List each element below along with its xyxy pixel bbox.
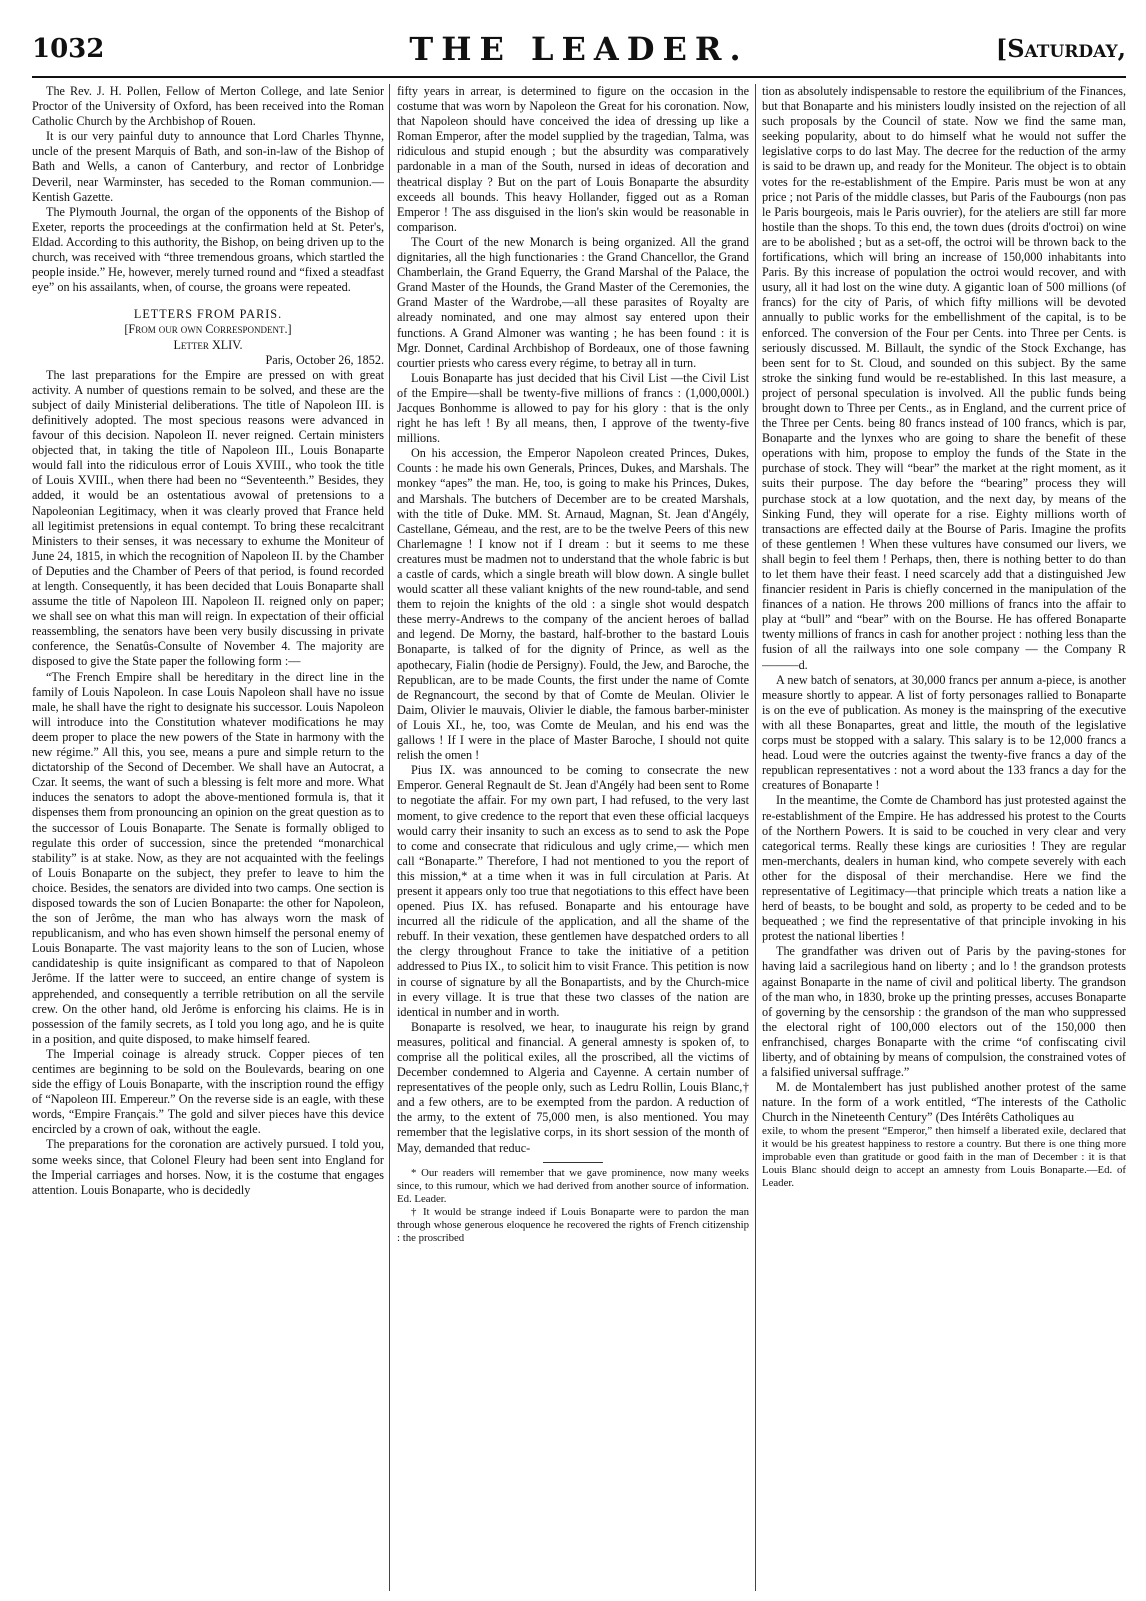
footnote: * Our readers will remember that we gave prominence, now many weeks since, to this rumour, which we had derived from another source of information. Ed. Leader. <box>397 1166 749 1205</box>
letter-number: Letter XLIV. <box>173 337 243 352</box>
paragraph: The Plymouth Journal, the organ of the opponents of the Bishop of Exeter, reports the proceedings at the confirmation held at St. Peter's, Eldad. According to this authority, the Bishop, on being driven up to the church, was received with “three tremendous groans, which startled the people inside.” He, however, merely turned round and “fixed a steadfast eye” on his assailants, when, of course, the groans were repeated. <box>32 204 384 295</box>
page-day: [Saturday, <box>995 34 1126 63</box>
column-3 <box>762 84 1126 1591</box>
paragraph: M. de Montalembert has just published another protest of the same nature. In the form of a work entitled, “The interests of the Catholic Church in the Nineteenth Century” (Des Intérêts Catholiques au <box>762 1080 1126 1125</box>
paragraph: The last preparations for the Empire are pressed on with great activity. A number of questions remain to be solved, and these are the subject of daily Ministerial deliberations. The title of Napoleon III. is definitively adopted. The most specious reasons were advanced in favour of this decision. Napoleon II. never reigned. Certain ministers objected that, in taking the title of Napoleon III., Louis Bonaparte would fall into the ridiculous error of Louis XVIII., who took the title of Louis XVIII., when there had been no “Seventeenth.” Besides, they added, it would be an ostentatious avowal of pretensions to a Napoleonian Legitimacy, when it was clearly proved that France held all legitimist pretensions in equal contempt. To bring these recalcitrant Ministers to their senses, it was necessary to exhume the Moniteur of June 24, 1815, in which the recognition of Napoleon II. by the Chamber of Deputies and the Chamber of Peers of that period, is found recorded at length. Consequently, it has been decided that Louis Bonaparte shall assume the title of Napoleon III. Napoleon II. reigned only on paper; we shall see on what this man will reign. In expectation of their official reassembling, the senators have been very busily discussing in private conference, the Senatûs-Consulte of November 4. The majority are disposed to give the State paper the following form :— <box>32 367 384 669</box>
footnote: † It would be strange indeed if Louis Bonaparte were to pardon the man through whose generous eloquence he recovered the rights of French citizenship : the proscribed <box>397 1205 749 1244</box>
column-1 <box>32 84 384 1591</box>
paragraph: fifty years in arrear, is determined to figure on the occasion in the costume that was worn by Napoleon the Great for his coronation. Now, that Napoleon should have conceived the idea of dressing up like a Roman Emperor, after the model supplied by the tragedian, Talma, was ridiculous and stupid enough ; but the absurdity was comparatively pardonable in a man of the South, nursed in ideas of decoration and theatrical display ? But on the part of Louis Bonaparte the absurdity exceeds all bounds. This heavy Hollander, figged out as a Roman Emperor ! The ass disguised in the lion's skin would be reasonable in comparison. <box>397 84 749 234</box>
page-number: 1032 <box>32 34 105 64</box>
section-heading: LETTERS FROM PARIS. <box>133 307 283 322</box>
dateline: Paris, October 26, 1852. <box>265 352 384 367</box>
paragraph: Louis Bonaparte has just decided that his Civil List —the Civil List of the Empire—shall be twenty-five millions of francs : (1,000,000l.) Jacques Bonhomme is allowed to pay for his glory : that is the only right he has left ! By all means, then, I approve of the twenty-five millions. <box>397 370 749 446</box>
paragraph: The preparations for the coronation are actively pursued. I told you, some weeks since, that Colonel Fleury had been sent into England for the Imperial carriages and horses. Now, it is the costume that engages attention. Louis Bonaparte, who is decidedly <box>32 1137 384 1197</box>
header-rule <box>32 76 1126 78</box>
column-divider <box>389 84 390 1591</box>
paragraph: Bonaparte is resolved, we hear, to inaugurate his reign by grand measures, political and financial. A general amnesty is spoken of, to comprise all the political exiles, all the proscribed, all the victims of December condemned to Algeria and Cayenne. A certain number of representatives of the people only, such as Ledru Rollin, Louis Blanc,† and a few others, are to be exempted from the pardon. A reduction of the army, to the extent of 75,000 men, is also mentioned. You may remember that the legislative corps, in its short session of the month of May, demanded that reduc- <box>397 1019 749 1155</box>
paragraph: In the meantime, the Comte de Chambord has just protested against the re-establishment of the Empire. He has addressed his protest to the Courts of the Northern Powers. It is said to be couched in very clear and very categorical terms. Really these kings are curiosities ! They are regular men-merchants, dealers in human kind, who compete severely with each other for the disposal of their merchandise. Here we find the representative of Legitimacy—that principle which treats a nation like a herd of beasts, to be bought and sold, as property to be ceded and to be bequeathed ; we find the representative of that principle invoking in his protest the national liberties ! <box>762 793 1126 944</box>
paragraph: Pius IX. was announced to be coming to consecrate the new Emperor. General Regnault de St. Jean d'Angély had been sent to Rome to negotiate the affair. For my own part, I had refused, to the very last moment, to give credence to the report that even these official lacqueys would carry their insanity to such an excess as to send to ask the Pope to come and consecrate that ridiculous and ugly crime,— which men call “Bonaparte.” Therefore, I had not mentioned to you the report of this mission,* at a time when it was in full circulation at Paris. At present it appears only too true that negotiations to this effect have been opened. Pius IX. has refused. Bonaparte and his entourage have incurred all the ridicule of the application, and all the shame of the rebuff. In their vexation, these gentlemen have despatched orders to all the clergy throughout France to take the initiative of a petition addressed to Pius IX., to solicit him to visit France. This petition is now in course of signature by all the Bonapartists, and by the Church-mice in every village. It is true that these two classes of the nation are identical in number and in worth. <box>397 763 749 1019</box>
section-subheading: [From our own Correspondent.] <box>124 322 292 337</box>
paragraph: A new batch of senators, at 30,000 francs per annum a-piece, is another measure shortly to appear. A list of forty personages rallied to Bonaparte is on the eve of publication. As money is the mainspring of the executive with all these Bonapartes, great and little, the mouth of the legislative corps must be stopped with a salary. This salary is to be 12,000 francs a head. Loud were the outcries against the twenty-five francs a day of the republican representatives : not a word about the 133 francs a day for the creatures of Bonaparte ! <box>762 672 1126 793</box>
column-2 <box>397 84 749 1591</box>
paragraph: The grandfather was driven out of Paris by the paving-stones for having laid a sacrilegious hand on liberty ; and lo ! the grandson protests against Bonaparte in the name of civil and political liberty. The grandson of the man who, in 1830, broke up the printing presses, accuses Bonaparte of governing by the censorship : the grandson of the man who suppressed the electoral right of 100,000 electors out of the 150,000 then enfranchised, charges Bonaparte with the crime “of confiscating civil liberty, and of obtaining by means of compulsion, the constrained votes of a falsified universal suffrage.” <box>762 944 1126 1080</box>
paragraph: The Court of the new Monarch is being organized. All the grand dignitaries, all the high functionaries : the Grand Chancellor, the Grand Chamberlain, the Grand Equerry, the Grand Marshal of the Palace, the Grand Master of the Hounds, the Grand Master of the Ceremonies, the Grand Master of the Wardrobe,—all these parasites of Royalty are already nominated, and one may almost say entered upon their functions. A Grand Almoner was wanting ; he has been found : it is Mgr. Donnet, Cardinal Archbishop of Bordeaux, one of those fawning courtier priests who caress every régime, to betray all in turn. <box>397 234 749 370</box>
page-header <box>32 30 1126 74</box>
paragraph: tion as absolutely indispensable to restore the equilibrium of the Finances, but that Bonaparte and his ministers loudly insisted on the rejection of all such proposals by the Council of state. Now we find the same man, seeking popularity, about to do himself what he would not suffer the legislative corps to do last May. The decree for the reduction of the army is said to be drawn up, and ready for the Moniteur. The object is to obtain votes for the re-establishment of the Empire. Paris must be won at any price ; not Paris of the middle classes, but Paris of the Faubourgs (non pas le Paris bourgeois, mais le Paris ouvrier), for the ateliers are still far more hostile than the shops. To this end, the town dues (droits d'octroi) on wine are to be abolished ; but as a set-off, the octroi will be thrown back to the fortifications, which will bring an increase of 150,000 inhabitants into Paris. By this increase of population the octroi would recover, and with usury, all it had lost on the wine duty. A gigantic loan of 500 millions (of francs) for the city of Paris, of which fifty millions will be devoted annually to public works for the embellishment of the capital, is to be enforced. The conversion of the Four per Cents. into Three per Cents. is seriously discussed. M. Billault, the syndic of the Stock Exchange, has been sent for to St. Cloud, and sounded on this subject. By the same stroke the sinking fund would be re-established. In this last measure, a project of personal speculation is involved. All the public funds being brought down to Three per Cents., as in England, and the current price of the Three per Cents. being 80 francs instead of 100 francs, which is par, Bonaparte and the lynxes who are going to share the benefit of these operations with him, propose to employ the funds of the State in the purchase of stock. They will “bear” the market at the right moment, as it suits their purpose. The day before the “bearing” process they will purchase stock at a low quotation, and the next day, by means of the Sinking Fund, they will operate for a rise. Eighty millions worth of transactions are effected daily at the Bourse of Paris. Imagine the profits of these gentlemen ! When these vultures have consumed our livers, we shall begin to feel them ! Perhaps, then, there is nothing better to do than to let them have their feast. I need scarcely add that a distinguished Jew financier resident in Paris is chiefly concerned in the manipulation of the finances of a nation. He throws 200 millions of francs into the affair to play at “bull” and “bear” with on the Bourse. He has offered Bonaparte twenty millions of francs in cash for another project : nothing less than the fusion of all the railways into one sole company — the Company R———d. <box>762 84 1126 672</box>
paragraph: “The French Empire shall be hereditary in the direct line in the family of Louis Napoleon. In case Louis Napoleon shall have no issue male, he shall have the right to designate his successor. Louis Napoleon will introduce into the Constitution whatever modifications he may deem proper to place the new powers of the State in harmony with the new régime.” All this, you see, means a pure and simple return to the dictatorship of the Second of December. We shall have an Autocrat, a Czar. It seems, the want of such a blessing is felt more and more. What induces the senators to adopt the above-mentioned formula is, that it dispenses them from pronouncing an opinion on the great question as to the successor of Louis Bonaparte. The Senate is formally obliged to regulate this order of succession, since the pretended “monarchical stability” is at stake. Now, as they are not acquainted with the feelings of Louis Bonaparte on the subject, they prefer to leave to him the choice. Besides, the senators are divided into two camps. One section is disposed towards the son of Lucien Bonaparte: the other for Napoleon, the son of Jerôme, the man who has always worn the mask of republicanism, and who has even shown himself the personal enemy of Louis Bonaparte. The vast majority leans to the son of Lucien, whose candidateship is quite insignificant as compared to that of Napoleon Jerôme. If the latter were to succeed, an entire change of system is apprehended, and consequently a terrible retribution on all the servile crew. On the other hand, old Jerôme is enforcing his claims. He is in possession of the family secrets, as I told you long ago, and he is quite in a position, and quite disposed, to make himself feared. <box>32 669 384 1046</box>
paragraph: The Imperial coinage is already struck. Copper pieces of ten centimes are beginning to be sold on the Boulevards, bearing on one side the effigy of Louis Bonaparte, with the inscription round the effigy of “Napoleon III. Empereur.” On the reverse side is an eagle, with these words, “Empire Français.” The gold and silver pieces have this device encircled by a crown of oak, without the eagle. <box>32 1046 384 1137</box>
paragraph: It is our very painful duty to announce that Lord Charles Thynne, uncle of the present Marquis of Bath, and son-in-law of the Bishop of Bath and Wells, a canon of Canterbury, and rector of Lonbridge Deveril, near Warminster, has seceded to the Roman communion.—Kentish Gazette. <box>32 129 384 204</box>
footnote-rule <box>543 1162 603 1163</box>
paragraph: The Rev. J. H. Pollen, Fellow of Merton College, and late Senior Proctor of the University of Oxford, has been received into the Roman Catholic Church by the Archbishop of Rouen. <box>32 84 384 129</box>
footnote: exile, to whom the present “Emperor,” then himself a liberated exile, declared that it would be his greatest happiness to restore a country. But there is one thing more improbable even than gratitude or good faith in the man of December : it is that Louis Blanc should deign to accept an amnesty from Louis Bonaparte.—Ed. of Leader. <box>762 1125 1126 1190</box>
newspaper-title: THE LEADER. <box>409 30 749 68</box>
paragraph: On his accession, the Emperor Napoleon created Princes, Dukes, Counts : he made his own Generals, Princes, Dukes, and Marshals. The monkey “apes” the man. He, too, is going to make his Princes, Dukes, and Marshals. The butchers of December are to be created Marshals, with the title of Duke. MM. St. Arnaud, Magnan, St. Jean d'Angély, Castellane, Gémeau, and the rest, are to be the twelve Peers of this new Charlemagne ! I know not if I dream : but it seems to me these creatures must be madmen not to understand that the whole fabric is but a castle of cards, which a single breath will blow down. A single bullet would scatter all these valiant knights of the new round-table, and send them to rejoin the knights of the old : a single shot would despatch these merry-Andrews to the company of the ancient heroes of ballad and legend. De Morny, the bastard, half-brother to the bastard Louis Bonaparte, is talked of for the dignity of Prince, as well as the apothecary, Fialin (hodie de Persigny). Fould, the Jew, and Baroche, the Republican, are to be made Counts, the first under the name of Comte de Regnancourt, the second by that of Comte de Meulan. Olivier le Daim, Olivier le mauvais, Olivier le diable, the famous barber-minister of Louis XI., he, too, was Comte de Meulan, and his end was the gallows ! If I were in the place of Master Baroche, I should not quite relish the omen ! <box>397 446 749 763</box>
column-divider <box>755 84 756 1591</box>
